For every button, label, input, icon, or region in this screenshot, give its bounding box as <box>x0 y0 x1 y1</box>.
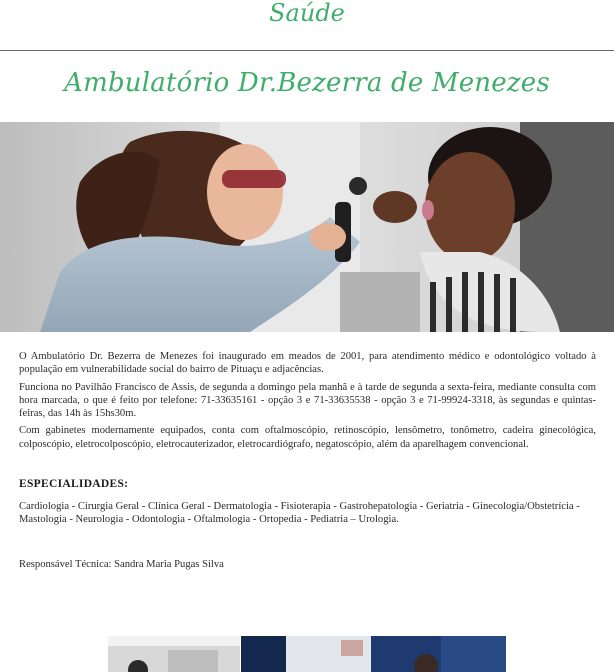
hero-photo <box>0 122 614 332</box>
doctor-examining-child-image <box>0 122 614 332</box>
clinic-photo-image <box>108 636 240 672</box>
gallery-photo-2[interactable] <box>241 636 506 672</box>
responsible-technician: Responsável Técnica: Sandra Maria Pugas Silva <box>19 559 224 570</box>
description <box>19 350 596 455</box>
intro-paragraph: O Ambulatório Dr. Bezerra de Menezes foi inaugurado em meados de 2001, para atendimento médico e odontológico voltado à população em vulnerabilidade social do bairro de Pituaçu e adjacências. <box>19 351 596 376</box>
hours-paragraph: Funciona no Pavilhão Francisco de Assis, de segunda a domingo pela manhã e à tarde de segunda a sexta-feira, mediante consulta com hora marcada, o que é feito por telefone: 71-33635161 - opção 3 e 71-33635538 - opção 3 e 71-99924-3318, às segundas e quintas-feiras, das 14h às 15hs30m. <box>19 381 596 420</box>
section-title: Saúde <box>269 0 345 27</box>
gallery-photo-1[interactable] <box>108 636 240 672</box>
page-title: Ambulatório Dr.Bezerra de Menezes <box>64 68 550 98</box>
header-divider <box>0 50 614 51</box>
specialties-heading: ESPECIALIDADES: <box>19 478 129 490</box>
specialties-list: Cardiologia - Cirurgia Geral - Clínica Geral - Dermatologia - Fisioterapia - Gastrohepatologia - Geriatria - Ginecologia/Obstetrícia - Mastologia - Neurologia - Odontologia - Oftalmologia - Ortopedia - Pediatria – Urologia. <box>19 501 580 526</box>
equipment-paragraph: Com gabinetes modernamente equipados, conta com oftalmoscópio, retinoscópio, lensômetro, tonômetro, cadeira ginecológica, colposcópio, eletrocolposcópio, eletrocauterizador, eletrocardiógrafo, negatoscópio, além da aparelhagem convencional. <box>19 425 596 450</box>
consultation-photo-image <box>241 636 506 672</box>
